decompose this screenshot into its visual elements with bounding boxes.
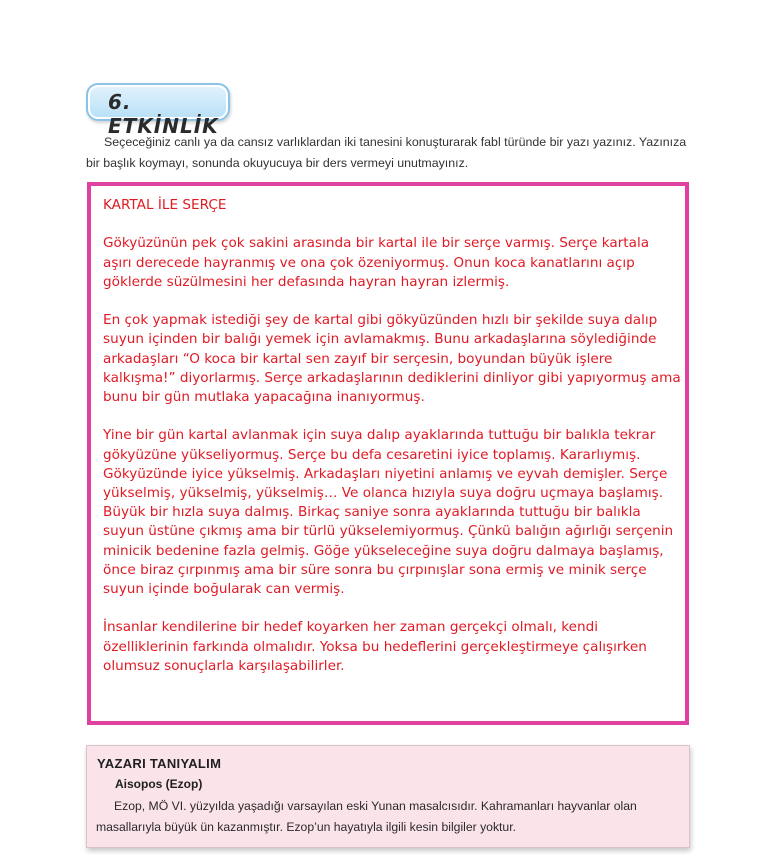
fable-moral: İnsanlar kendilerine bir hedef koyarken her zaman gerçekçi olmalı, kendi özelliklerinin farkında olmalıdır. Yoksa bu hedeflerini gerçekleştirmeye çalışırken olumsuz sonuçlarla karşılaşabilirler. — [103, 619, 647, 674]
fable-text — [103, 196, 681, 676]
fable-paragraph: Yine bir gün kartal avlanmak için suya dalıp ayaklarında tuttuğu bir balıkla tekrar gökyüzüne yükseliyormuş. Serçe bu defa cesaretini iyice toplamış. Kararlıymış. Gökyüzünde iyice yükselmiş. Arkadaşları niyetini anlamış ve eyvah demişler. Serçe yükselmiş, yükselmiş, yükselmiş… Ve olanca hızıyla suya doğru uçmaya başlamış. Büyük bir hızla suya dalmış. Birkaç saniye sonra ayaklarında tuttuğu bir balıkla suyun üstüne çıkmış ama bir türlü yükselemiyormuş. Çünkü balığın ağırlığı serçenin minicik bedenine fazla gelmiş. Göğe yükseleceğine suya doğru dalmaya başlamış, önce biraz çırpınmış ama bir süre sonra bu çırpınışlar sona ermiş ve minik serçe suyun içinde boğularak can vermiş. — [103, 427, 674, 598]
author-info-box — [86, 745, 690, 848]
fable-paragraph: Gökyüzünün pek çok sakini arasında bir kartal ile bir serçe varmış. Serçe kartala aşırı derecede hayranmış ve ona çok özeniyormuş. Onun koca kanatlarını açıp göklerde süzülmesini her defasında hayran hayran izlermiş. — [103, 235, 650, 290]
activity-badge — [86, 83, 230, 138]
fable-paragraph: En çok yapmak istediği şey de kartal gibi gökyüzünden hızlı bir şekilde suya dalıp suyun içinden bir balığı yemek için avlamakmış. Bunu arkadaşlarına söylediğinde arkadaşları “O koca bir kartal sen zayıf bir serçesin, boyundan büyük işlere kalkışma!” diyorlarmış. Serçe arkadaşlarının dediklerini dinliyor gibi yapıyormuş ama bunu bir gün mutlaka yapacağına inanıyormuş. — [103, 312, 681, 405]
author-heading: YAZARI TANIYALIM — [97, 756, 222, 771]
fable-answer-box — [87, 182, 689, 725]
activity-badge-label: 6. ETKİNLİK — [108, 90, 219, 138]
author-bio: Ezop, MÖ VI. yüzyılda yaşadığı varsayılan eski Yunan masalcısıdır. Kahramanları hayvanlar olan masallarıyla büyük ün kazanmıştır. Ezop’un hayatıyla ilgili kesin bilgiler yoktur. — [96, 799, 637, 834]
activity-instruction: Seçeceğiniz canlı ya da cansız varlıklardan iki tanesini konuşturarak fabl türünde bir yazı yazınız. Yazınıza bir başlık koymayı, sonunda okuyucuya bir ders vermeyi unutmayınız. — [86, 135, 687, 170]
author-name: Aisopos (Ezop) — [115, 777, 203, 791]
fable-title: KARTAL İLE SERÇE — [103, 197, 227, 213]
